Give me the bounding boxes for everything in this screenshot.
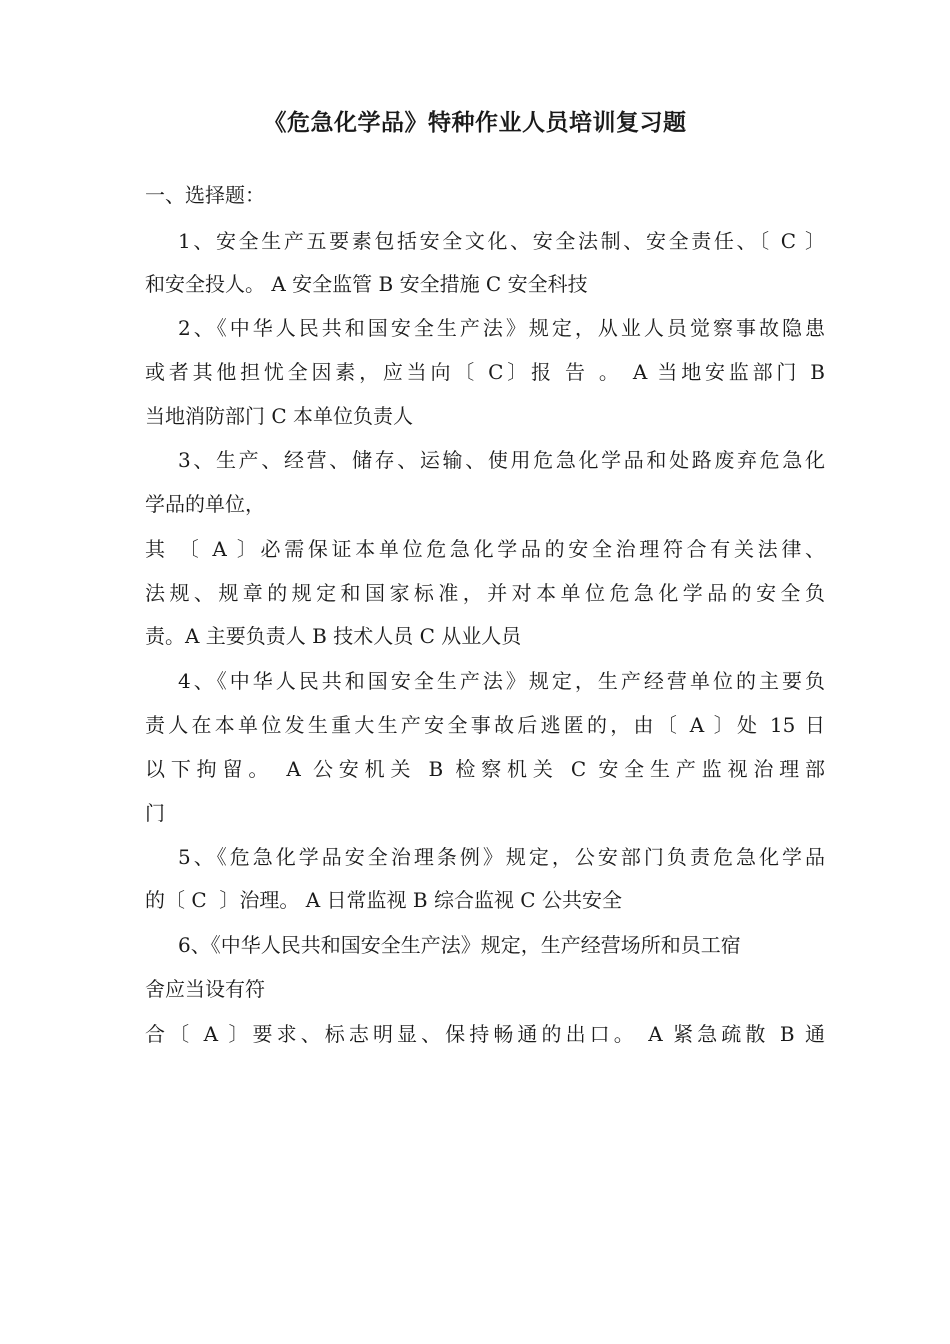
question-4-line-3: 以下拘留。 A 公安机关 B 检察机关 C 安全生产监视治理部 xyxy=(145,757,825,781)
question-2-line-3: 当地消防部门 C 本单位负责人 xyxy=(145,404,414,428)
question-3-line-4: 法规、规章的规定和国家标准，并对本单位危急化学品的安全负 xyxy=(145,581,825,605)
question-4-line-4: 门 xyxy=(145,801,165,825)
question-6-line-1: 6、《中华人民共和国安全生产法》规定，生产经营场所和员工宿 xyxy=(178,933,741,957)
question-4-line-1: 4、《中华人民共和国安全生产法》规定，生产经营单位的主要负 xyxy=(178,669,825,693)
question-2-line-2: 或者其他担忧全因素，应当向〔 C〕报 告 。 A 当地安监部门 B xyxy=(145,360,825,384)
question-1-line-1: 1、安全生产五要素包括安全文化、安全法制、安全责任、〔 C 〕 xyxy=(178,229,825,253)
document-title: 《危急化学品》特种作业人员培训复习题 xyxy=(263,110,687,136)
section-heading: 一、选择题： xyxy=(145,183,265,207)
question-1-line-2: 和安全投人。 A 安全监管 B 安全措施 C 安全科技 xyxy=(145,272,588,296)
question-3-line-5: 责。A 主要负责人 B 技术人员 C 从业人员 xyxy=(145,624,522,648)
question-3-line-1: 3、生产、经营、储存、运输、使用危急化学品和处路废弃危急化 xyxy=(178,448,825,472)
question-3-line-2: 学品的单位， xyxy=(145,492,265,516)
question-6-line-3: 合〔 A 〕要求、标志明显、保持畅通的出口。 A 紧急疏散 B 通 xyxy=(145,1022,825,1046)
question-6-line-2: 舍应当设有符 xyxy=(145,977,265,1001)
question-5-line-1: 5、《危急化学品安全治理条例》规定，公安部门负责危急化学品 xyxy=(178,845,825,869)
question-2-line-1: 2、《中华人民共和国安全生产法》规定，从业人员觉察事故隐患 xyxy=(178,316,825,340)
question-3-line-3: 其 〔 A 〕必需保证本单位危急化学品的安全治理符合有关法律、 xyxy=(145,537,825,561)
question-4-line-2: 责人在本单位发生重大生产安全事故后逃匿的，由〔 A 〕处 15 日 xyxy=(145,713,825,737)
question-5-line-2: 的〔 C 〕治理。 A 日常监视 B 综合监视 C 公共安全 xyxy=(145,888,622,912)
